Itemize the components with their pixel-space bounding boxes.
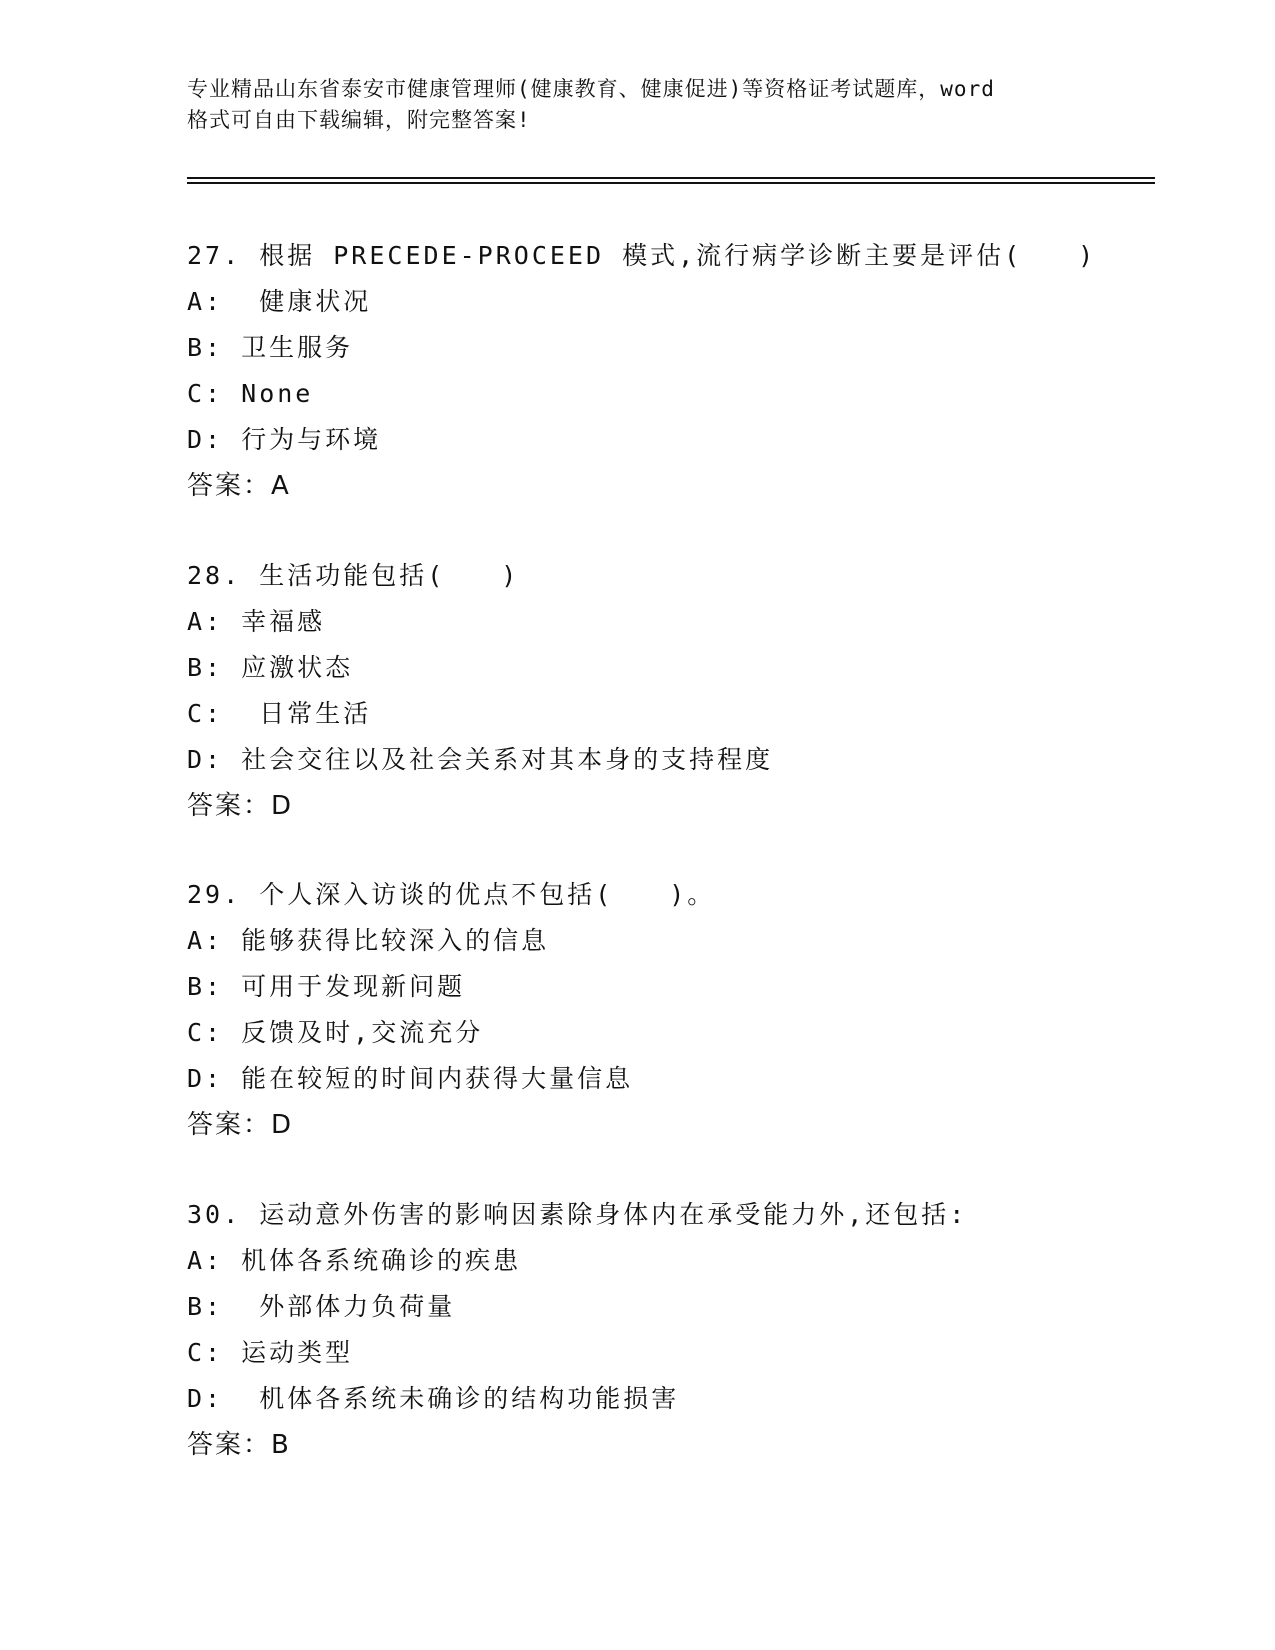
option-c: C: 日常生活 bbox=[187, 699, 372, 728]
option-b: B: 外部体力负荷量 bbox=[187, 1292, 456, 1321]
header-line-1: 专业精品山东省泰安市健康管理师(健康教育、健康促进)等资格证考试题库，word bbox=[187, 77, 995, 101]
option-b: B: 应激状态 bbox=[187, 653, 354, 682]
question-stem: 28. 生活功能包括( ) bbox=[187, 561, 520, 590]
question-29 bbox=[187, 872, 1147, 1148]
answer-line: 答案：B bbox=[187, 1430, 291, 1460]
option-d: D: 社会交往以及社会关系对其本身的支持程度 bbox=[187, 745, 774, 774]
header-divider-top bbox=[187, 177, 1155, 179]
option-d: D: 机体各系统未确诊的结构功能损害 bbox=[187, 1384, 680, 1413]
option-c: C: 运动类型 bbox=[187, 1338, 354, 1367]
answer-line: 答案：D bbox=[187, 1110, 294, 1140]
option-a: A: 健康状况 bbox=[187, 287, 372, 316]
option-a: A: 能够获得比较深入的信息 bbox=[187, 926, 550, 955]
answer-line: 答案：A bbox=[187, 471, 291, 501]
answer-line: 答案：D bbox=[187, 791, 294, 821]
option-b: B: 可用于发现新问题 bbox=[187, 972, 466, 1001]
option-a: A: 机体各系统确诊的疾患 bbox=[187, 1246, 522, 1275]
question-28 bbox=[187, 553, 1147, 829]
option-c: C: None bbox=[187, 379, 314, 408]
question-stem: 30. 运动意外伤害的影响因素除身体内在承受能力外,还包括: bbox=[187, 1200, 968, 1229]
question-stem: 27. 根据 PRECEDE-PROCEED 模式,流行病学诊断主要是评估( ) bbox=[187, 241, 1097, 270]
header-line-2: 格式可自由下载编辑，附完整答案! bbox=[187, 108, 531, 132]
question-30 bbox=[187, 1192, 1147, 1468]
option-d: D: 行为与环境 bbox=[187, 425, 382, 454]
option-d: D: 能在较短的时间内获得大量信息 bbox=[187, 1064, 634, 1093]
question-27 bbox=[187, 233, 1147, 509]
option-c: C: 反馈及时,交流充分 bbox=[187, 1018, 484, 1047]
question-stem: 29. 个人深入访谈的优点不包括( )。 bbox=[187, 880, 716, 909]
option-a: A: 幸福感 bbox=[187, 607, 326, 636]
header-divider-bottom bbox=[187, 182, 1155, 184]
option-b: B: 卫生服务 bbox=[187, 333, 354, 362]
document-header bbox=[187, 74, 1087, 136]
